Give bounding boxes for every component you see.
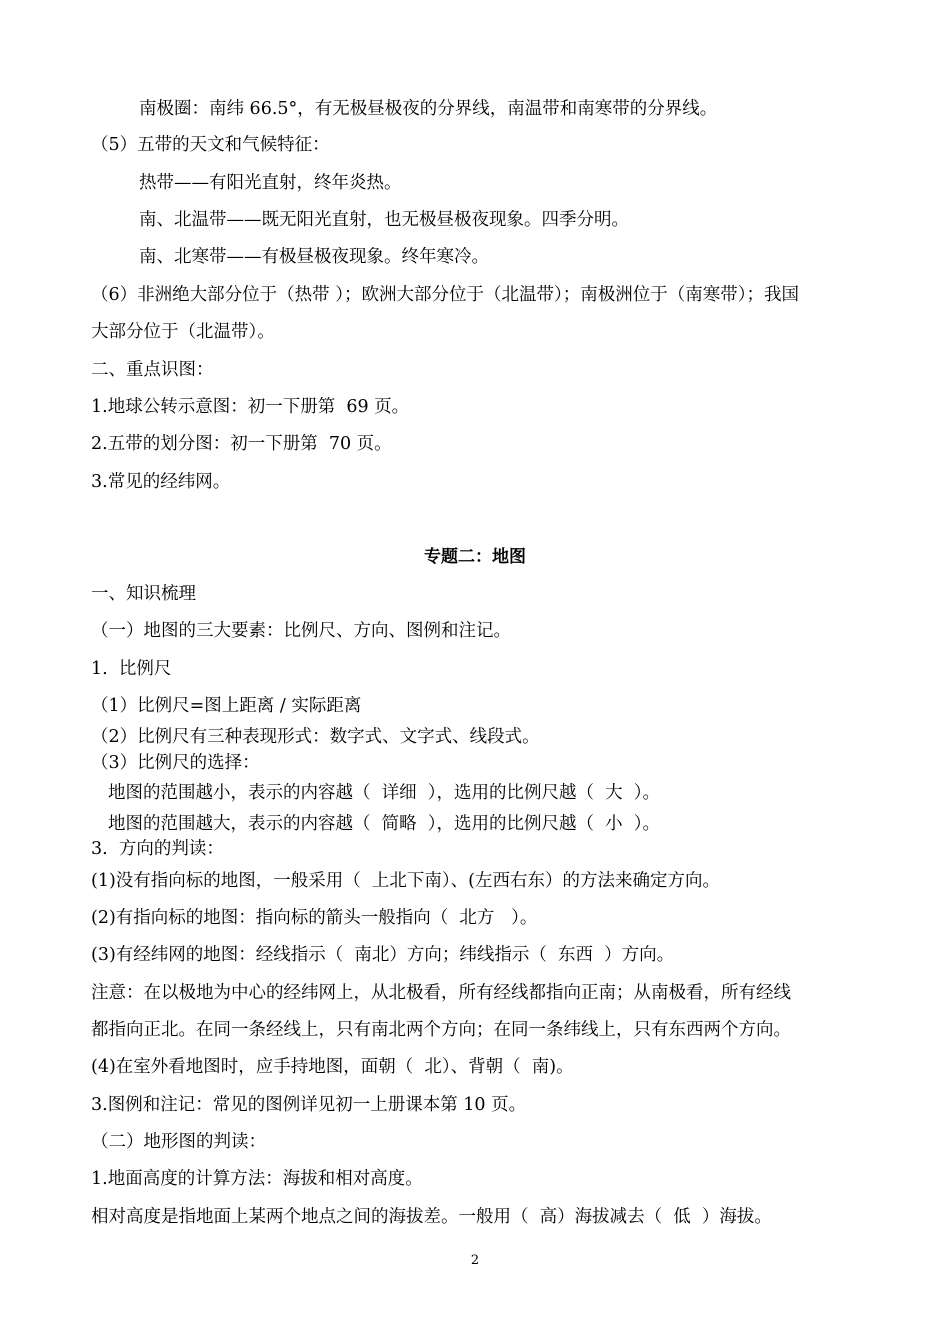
text-line: （5）五带的天文和气候特征：: [91, 135, 330, 155]
text-line: 注意：在以极地为中心的经纬网上，从北极看，所有经线都指向正南；从南极看，所有经线: [91, 983, 791, 1003]
text-line: 1.地面高度的计算方法：海拔和相对高度。: [91, 1169, 423, 1189]
page-number: 2: [470, 1253, 480, 1268]
section-heading: 二、重点识图：: [91, 360, 214, 380]
text-line: (3)有经纬网的地图：经线指示（ 南北）方向；纬线指示（ 东西 ）方向。: [91, 945, 675, 965]
text-line: 3.图例和注记：常见的图例详见初一上册课本第 10 页。: [91, 1095, 527, 1115]
text-line: 3.常见的经纬网。: [91, 472, 231, 492]
text-line: 都指向正北。在同一条经线上，只有南北两个方向；在同一条纬线上，只有东西两个方向。: [91, 1020, 791, 1040]
text-line: （6）非洲绝大部分位于（热带 ）；欧洲大部分位于（北温带）；南极洲位于（南寒带）；我国: [91, 285, 799, 305]
text-line: 南、北寒带——有极昼极夜现象。终年寒冷。: [139, 247, 489, 267]
text-line: 南、北温带——既无阳光直射，也无极昼极夜现象。四季分明。: [139, 210, 629, 230]
text-line: （1）比例尺=图上距离 / 实际距离: [91, 696, 362, 716]
text-line: （3）比例尺的选择：: [91, 753, 260, 773]
text-line: （二）地形图的判读：: [91, 1132, 266, 1152]
text-line: 1.地球公转示意图：初一下册第 69 页。: [91, 397, 410, 417]
text-line: 地图的范围越大，表示的内容越（ 简略 ），选用的比例尺越（ 小 ）。: [108, 814, 660, 834]
text-line: 地图的范围越小，表示的内容越（ 详细 ），选用的比例尺越（ 大 ）。: [108, 783, 660, 803]
text-line: 大部分位于（北温带）。: [91, 322, 275, 342]
text-line: 1. 比例尺: [91, 659, 172, 679]
text-line: 南极圈：南纬 66.5°，有无极昼极夜的分界线，南温带和南寒带的分界线。: [139, 99, 718, 119]
text-line: 相对高度是指地面上某两个地点之间的海拔差。一般用（ 高）海拔减去（ 低 ）海拔。: [91, 1207, 772, 1227]
text-line: (4)在室外看地图时，应手持地图，面朝（ 北）、背朝（ 南)。: [91, 1057, 574, 1077]
topic-title: 专题二：地图: [424, 547, 526, 567]
text-line: (1)没有指向标的地图，一般采用（ 上北下南）、(左西右东）的方法来确定方向。: [91, 871, 720, 891]
text-line: （一）地图的三大要素：比例尺、方向、图例和注记。: [91, 621, 511, 641]
text-line: 2.五带的划分图：初一下册第 70 页。: [91, 434, 392, 454]
text-line: 热带——有阳光直射，终年炎热。: [139, 173, 402, 193]
text-line: (2)有指向标的地图：指向标的箭头一般指向（ 北方 ）。: [91, 908, 538, 928]
section-heading: 一、知识梳理: [91, 584, 196, 604]
text-line: （2）比例尺有三种表现形式：数字式、文字式、线段式。: [91, 727, 540, 747]
text-line: 3. 方向的判读：: [91, 839, 224, 859]
